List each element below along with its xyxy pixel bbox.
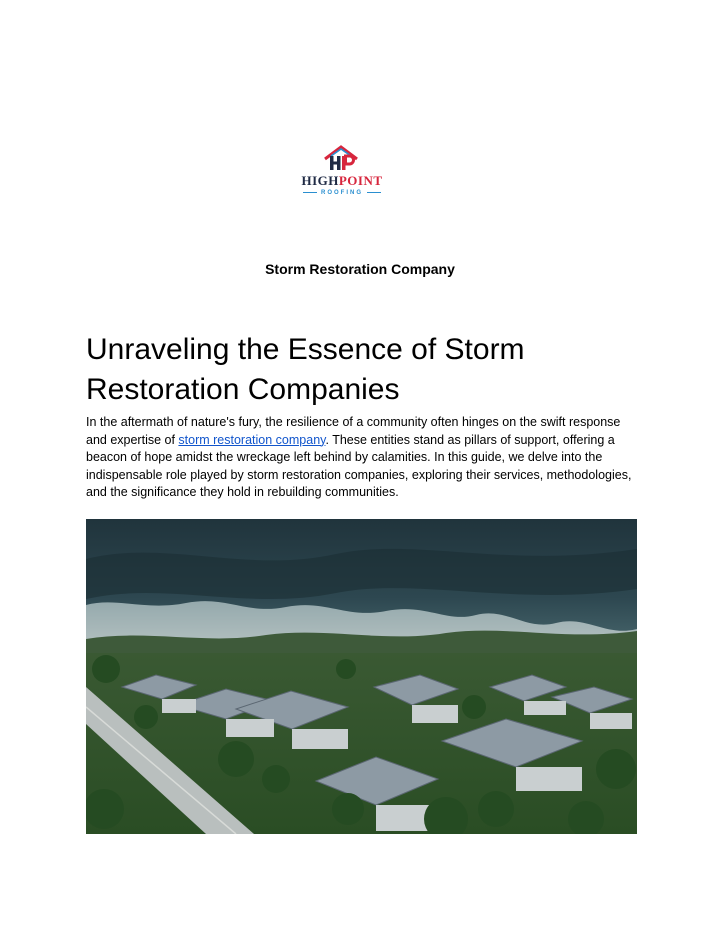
article-title: Unraveling the Essence of Storm Restoration Companies [86, 333, 525, 406]
company-logo [294, 144, 390, 200]
storm-restoration-link[interactable]: storm restoration company [178, 432, 326, 447]
article-intro: In the aftermath of nature's fury, the resilience of a community often hinges on the swift response and expertise of storm restoration company. These entities stand as pillars of support, offering a beacon of hope amidst the wreckage left behind by calamities. In this guide, we delve into the indispensable role played by storm restoration companies, exploring their services, methodologies, and the significance they hold in rebuilding communities. [86, 415, 632, 500]
storm-over-neighborhood-image [86, 519, 637, 834]
logo-subtitle: ROOFING [294, 189, 390, 197]
house-hp-monogram-icon [294, 144, 390, 174]
document-subtitle: Storm Restoration Company [265, 261, 455, 277]
logo-wordmark: HIGHPOINT [301, 173, 383, 188]
